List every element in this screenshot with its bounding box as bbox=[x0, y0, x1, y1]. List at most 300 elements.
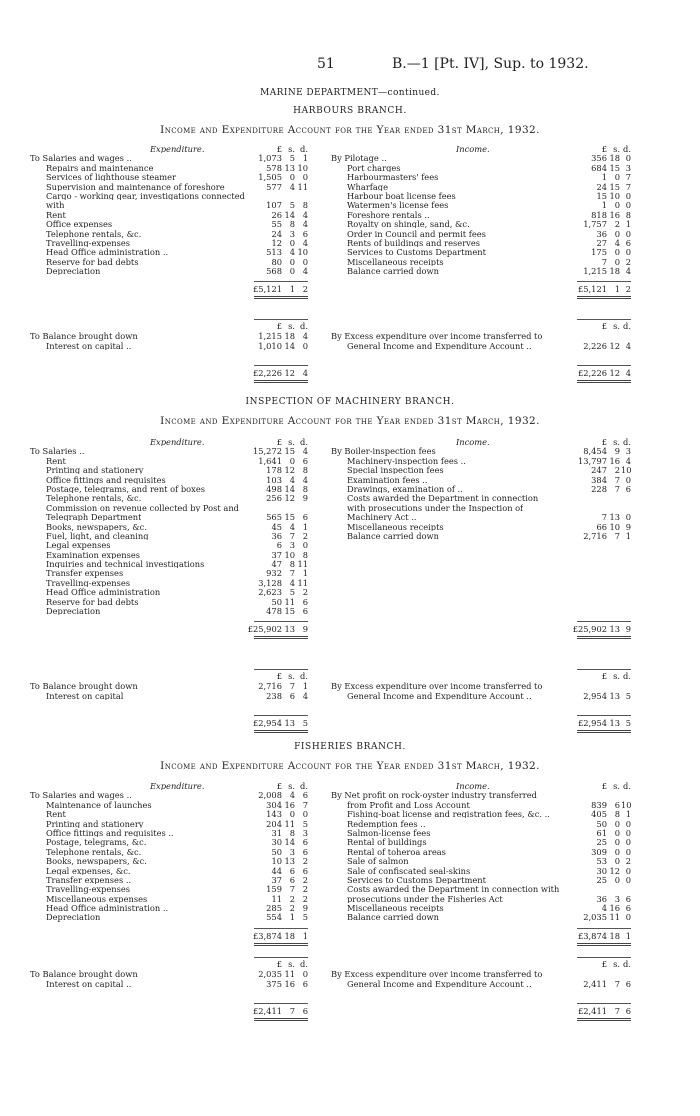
income-shillings: 10 bbox=[609, 521, 620, 532]
expenditure-label: Books, newspapers, &c. bbox=[46, 857, 147, 866]
balance-right-shillings: 12 bbox=[609, 340, 620, 351]
expenditure-pounds: 1,641 bbox=[258, 455, 282, 466]
balance-right-total-pounds: £2,954 bbox=[577, 717, 607, 728]
income-total-block bbox=[331, 281, 631, 295]
expenditure-pence: 2 bbox=[302, 893, 308, 904]
income-total-block bbox=[331, 928, 631, 942]
expenditure-shillings: 13 bbox=[284, 856, 295, 867]
expenditure-row bbox=[30, 192, 330, 201]
income-pounds: 684 bbox=[591, 162, 607, 173]
expenditure-pounds: 143 bbox=[266, 809, 282, 820]
income-total-pence: 9 bbox=[625, 624, 631, 635]
balance-left-total-block bbox=[30, 1003, 330, 1017]
income-total-pounds: £3,874 bbox=[577, 930, 607, 941]
balance-left-total-pounds: £2,411 bbox=[252, 1005, 282, 1016]
balance-right-pence: 6 bbox=[625, 978, 631, 989]
income-shillings: 0 bbox=[614, 837, 620, 848]
expenditure-column bbox=[30, 438, 330, 616]
income-pounds: 1 bbox=[601, 200, 607, 211]
income-pounds: 1 bbox=[601, 172, 607, 183]
expenditure-total-pounds: £25,902 bbox=[247, 624, 282, 635]
expenditure-pounds: 11 bbox=[271, 893, 282, 904]
balance-right-label: General Income and Expenditure Account .. bbox=[347, 691, 532, 701]
expenditure-pounds: 107 bbox=[266, 200, 282, 211]
expenditure-label: Depreciation bbox=[46, 607, 101, 616]
income-shillings: 0 bbox=[614, 256, 620, 267]
expenditure-row bbox=[30, 447, 330, 456]
income-shillings: 16 bbox=[609, 455, 620, 466]
expenditure-label: Rent bbox=[46, 456, 66, 466]
income-column bbox=[331, 438, 631, 541]
income-label: Machinery-inspection fees .. bbox=[347, 456, 466, 466]
income-shillings: 12 bbox=[609, 865, 620, 876]
expenditure-label: Reserve for bad debts bbox=[46, 597, 139, 606]
income-shillings: 7 bbox=[614, 474, 620, 485]
income-pence: 0 bbox=[625, 247, 631, 258]
income-row bbox=[331, 913, 631, 922]
income-label: Costs awarded the Department in connection with bbox=[347, 885, 560, 894]
balance-right-double-rule bbox=[577, 380, 631, 383]
balance-left-currency-header bbox=[30, 672, 330, 681]
balance-left-shillings: 6 bbox=[289, 690, 295, 701]
income-total-row bbox=[331, 281, 631, 295]
income-pounds: 7 bbox=[601, 256, 607, 267]
expenditure-pounds: 80 bbox=[271, 256, 282, 267]
pounds-header: £ bbox=[276, 781, 282, 791]
income-pounds: 405 bbox=[591, 809, 607, 820]
expenditure-pence: 2 bbox=[302, 587, 308, 598]
balance-right-row bbox=[331, 980, 631, 989]
income-pounds: 8,454 bbox=[583, 446, 607, 457]
pounds-header: £ bbox=[601, 144, 607, 154]
balance-right-double-rule bbox=[577, 730, 631, 733]
expenditure-total-block bbox=[30, 928, 330, 942]
income-shillings: 0 bbox=[614, 200, 620, 211]
income-total-pounds: £25,902 bbox=[572, 624, 607, 635]
balance-left-total-pence: 4 bbox=[302, 367, 308, 378]
income-row bbox=[331, 220, 631, 229]
income-pence: 6 bbox=[625, 903, 631, 914]
pounds-header: £ bbox=[601, 781, 607, 791]
account-title: Income and Expenditure Account for the Year ended 31st March, 1932. bbox=[160, 415, 540, 427]
income-pounds: 30 bbox=[596, 865, 607, 876]
expenditure-shillings: 13 bbox=[284, 162, 295, 173]
expenditure-label: Telephone rentals, &c. bbox=[46, 847, 142, 857]
balance-left-total-shillings: 13 bbox=[284, 717, 295, 728]
balance-right-total-block bbox=[331, 1003, 631, 1017]
expenditure-label: Travelling-expenses bbox=[46, 885, 131, 894]
expenditure-heading: Expenditure. bbox=[150, 438, 205, 447]
income-shillings: 10 bbox=[609, 190, 620, 201]
income-pence: 0 bbox=[625, 228, 631, 239]
expenditure-pence: 6 bbox=[302, 512, 308, 523]
balance-left-total-block bbox=[30, 715, 330, 729]
expenditure-shillings: 7 bbox=[289, 530, 295, 541]
expenditure-label: Services of lighthouse steamer bbox=[46, 173, 177, 182]
expenditure-pence: 4 bbox=[302, 219, 308, 230]
income-total-pence: 1 bbox=[625, 930, 631, 941]
income-shillings: 9 bbox=[614, 446, 620, 457]
expenditure-label: Legal expenses bbox=[46, 541, 111, 550]
income-label: Salmon-license fees bbox=[347, 828, 431, 838]
income-pounds: 1,215 bbox=[583, 266, 607, 277]
expenditure-pounds: 478 bbox=[266, 606, 282, 617]
income-label: Examination fees .. bbox=[347, 475, 428, 484]
income-row bbox=[331, 267, 631, 276]
department-title: MARINE DEPARTMENT—continued. bbox=[260, 88, 440, 98]
income-pence: 2 bbox=[625, 856, 631, 867]
expenditure-label: Travelling-expenses bbox=[46, 578, 131, 588]
expenditure-total-double-rule bbox=[254, 296, 308, 299]
expenditure-column bbox=[30, 782, 330, 923]
expenditure-label: with bbox=[46, 201, 65, 210]
expenditure-pence: 1 bbox=[302, 153, 308, 164]
pence-header: d. bbox=[300, 959, 308, 969]
expenditure-label: Rent bbox=[46, 810, 66, 819]
balance-left-pounds: 1,010 bbox=[258, 340, 282, 351]
expenditure-pounds: 2,623 bbox=[258, 587, 282, 598]
expenditure-label: To Salaries and wages .. bbox=[30, 791, 132, 800]
expenditure-row bbox=[30, 173, 330, 182]
balance-right-currency-header bbox=[331, 960, 631, 969]
balance-left-pounds: 238 bbox=[266, 690, 282, 701]
branch-title: HARBOURS BRANCH. bbox=[293, 106, 407, 116]
pounds-header: £ bbox=[276, 321, 282, 331]
expenditure-pence: 0 bbox=[302, 256, 308, 267]
income-pounds: 839 bbox=[591, 799, 607, 810]
expenditure-pence: 7 bbox=[302, 799, 308, 810]
expenditure-label: Transfer expenses .. bbox=[46, 875, 132, 885]
expenditure-row bbox=[30, 183, 330, 192]
expenditure-shillings: 8 bbox=[289, 219, 295, 230]
expenditure-pence: 4 bbox=[302, 474, 308, 485]
expenditure-shillings: 4 bbox=[289, 247, 295, 258]
expenditure-shillings: 0 bbox=[289, 237, 295, 248]
expenditure-pence: 3 bbox=[302, 827, 308, 838]
expenditure-row bbox=[30, 551, 330, 560]
income-pence: 10 bbox=[621, 465, 632, 476]
income-pounds: 36 bbox=[596, 893, 607, 904]
income-shillings: 0 bbox=[614, 228, 620, 239]
expenditure-shillings: 16 bbox=[284, 799, 295, 810]
balance-left-pounds: 2,035 bbox=[258, 969, 282, 980]
income-heading: Income. bbox=[456, 782, 490, 791]
expenditure-pence: 5 bbox=[302, 912, 308, 923]
income-pence: 0 bbox=[625, 827, 631, 838]
expenditure-pounds: 30 bbox=[271, 837, 282, 848]
expenditure-pounds: 6 bbox=[276, 540, 282, 551]
expenditure-pence: 1 bbox=[302, 568, 308, 579]
expenditure-pounds: 10 bbox=[271, 856, 282, 867]
balance-left-total-shillings: 7 bbox=[289, 1005, 295, 1016]
expenditure-pence: 2 bbox=[302, 530, 308, 541]
balance-left-total-pounds: £2,226 bbox=[252, 367, 282, 378]
parliamentary-reference: B.—1 [Pt. IV], Sup. to 1932. bbox=[392, 56, 589, 72]
balance-right-shillings: 13 bbox=[609, 690, 620, 701]
expenditure-row bbox=[30, 466, 330, 475]
shillings-header: s. bbox=[288, 437, 295, 447]
expenditure-label: Inquiries and technical investigations bbox=[46, 560, 205, 569]
expenditure-total-shillings: 13 bbox=[284, 624, 295, 635]
income-pounds: 4 bbox=[601, 903, 607, 914]
income-label: Services to Customs Department bbox=[347, 248, 486, 257]
pounds-header: £ bbox=[276, 959, 282, 969]
income-label: Miscellaneous receipts bbox=[347, 257, 444, 266]
income-pounds: 53 bbox=[596, 856, 607, 867]
expenditure-shillings: 0 bbox=[289, 266, 295, 277]
income-shillings: 7 bbox=[614, 483, 620, 494]
income-pence: 10 bbox=[621, 799, 632, 810]
income-pence: 1 bbox=[625, 809, 631, 820]
balance-left-total-block bbox=[30, 365, 330, 379]
expenditure-row bbox=[30, 211, 330, 220]
expenditure-pounds: 2,008 bbox=[258, 790, 282, 801]
income-total-pounds: £5,121 bbox=[577, 284, 607, 295]
expenditure-label: Head Office administration bbox=[46, 588, 161, 597]
expenditure-pounds: 159 bbox=[266, 884, 282, 895]
expenditure-label: Depreciation bbox=[46, 913, 101, 922]
income-shillings: 16 bbox=[609, 903, 620, 914]
income-shillings: 15 bbox=[609, 162, 620, 173]
income-row bbox=[331, 183, 631, 192]
balance-right-row bbox=[331, 342, 631, 351]
balance-left-double-rule bbox=[254, 730, 308, 733]
balance-right-total-pence: 5 bbox=[625, 717, 631, 728]
pence-header: d. bbox=[623, 437, 631, 447]
expenditure-shillings: 8 bbox=[289, 559, 295, 570]
expenditure-shillings: 7 bbox=[289, 884, 295, 895]
expenditure-label: Postage, telegrams, and rent of boxes bbox=[46, 484, 205, 494]
income-label: Special inspection fees bbox=[347, 466, 444, 475]
balance-left-pence: 1 bbox=[302, 681, 308, 692]
income-label: Rental of buildings bbox=[347, 838, 427, 847]
balance-right-total-pence: 4 bbox=[625, 367, 631, 378]
expenditure-pounds: 44 bbox=[271, 865, 282, 876]
expenditure-pence: 4 bbox=[302, 266, 308, 277]
income-shillings: 0 bbox=[614, 874, 620, 885]
expenditure-row bbox=[30, 560, 330, 569]
income-row bbox=[331, 173, 631, 182]
expenditure-pounds: 204 bbox=[266, 818, 282, 829]
income-label: Services to Customs Department bbox=[347, 875, 486, 885]
income-row bbox=[331, 848, 631, 857]
expenditure-total-row bbox=[30, 621, 330, 635]
income-pence: 7 bbox=[625, 172, 631, 183]
income-label: Port charges bbox=[347, 163, 401, 173]
expenditure-pence: 0 bbox=[302, 809, 308, 820]
income-pence: 4 bbox=[625, 266, 631, 277]
expenditure-column bbox=[30, 145, 330, 276]
income-label: Wharfage bbox=[347, 182, 389, 191]
expenditure-label: Office fittings and requisites .. bbox=[46, 828, 174, 838]
balance-header-rule bbox=[577, 669, 631, 670]
balance-header-rule bbox=[254, 669, 308, 670]
income-pence: 0 bbox=[625, 874, 631, 885]
expenditure-shillings: 5 bbox=[289, 587, 295, 598]
income-pence: 2 bbox=[625, 256, 631, 267]
income-label: Rents of buildings and reserves bbox=[347, 238, 481, 248]
income-row bbox=[331, 494, 631, 503]
balance-right-total-shillings: 13 bbox=[609, 717, 620, 728]
branch-title: FISHERIES BRANCH. bbox=[294, 742, 406, 752]
expenditure-pence: 4 bbox=[302, 237, 308, 248]
pence-header: d. bbox=[300, 671, 308, 681]
expenditure-label: Maintenance of launches bbox=[46, 800, 152, 810]
income-shillings: 11 bbox=[609, 912, 620, 923]
income-row bbox=[331, 801, 631, 810]
pence-header: d. bbox=[300, 781, 308, 791]
expenditure-shillings: 4 bbox=[289, 521, 295, 532]
expenditure-shillings: 1 bbox=[289, 912, 295, 923]
expenditure-shillings: 5 bbox=[289, 200, 295, 211]
shillings-header: s. bbox=[613, 781, 620, 791]
expenditure-heading-row bbox=[30, 782, 330, 791]
shillings-header: s. bbox=[288, 959, 295, 969]
expenditure-row bbox=[30, 220, 330, 229]
income-shillings: 0 bbox=[614, 172, 620, 183]
income-pounds: 50 bbox=[596, 818, 607, 829]
income-column bbox=[331, 145, 631, 276]
income-pounds: 25 bbox=[596, 837, 607, 848]
income-row bbox=[331, 838, 631, 847]
expenditure-pence: 9 bbox=[302, 493, 308, 504]
expenditure-pence: 4 bbox=[302, 209, 308, 220]
expenditure-shillings: 8 bbox=[289, 827, 295, 838]
income-pounds: 228 bbox=[591, 483, 607, 494]
income-label: Miscellaneous receipts bbox=[347, 522, 444, 531]
balance-left-double-rule bbox=[254, 380, 308, 383]
income-shillings: 2 bbox=[614, 219, 620, 230]
pence-header: d. bbox=[623, 959, 631, 969]
balance-left-row bbox=[30, 980, 330, 989]
income-pence: 0 bbox=[625, 200, 631, 211]
income-total-double-rule bbox=[577, 296, 631, 299]
balance-left-block bbox=[30, 672, 330, 701]
expenditure-shillings: 2 bbox=[289, 893, 295, 904]
balance-left-shillings: 11 bbox=[284, 969, 295, 980]
income-heading-row bbox=[331, 782, 631, 791]
income-total-shillings: 13 bbox=[609, 624, 620, 635]
income-pence: 3 bbox=[625, 162, 631, 173]
shillings-header: s. bbox=[613, 437, 620, 447]
expenditure-row bbox=[30, 239, 330, 248]
expenditure-label: Miscellaneous expenses bbox=[46, 894, 148, 903]
income-shillings: 7 bbox=[614, 530, 620, 541]
income-pounds: 175 bbox=[591, 247, 607, 258]
page-header bbox=[0, 57, 700, 73]
income-shillings: 18 bbox=[609, 153, 620, 164]
income-row bbox=[331, 201, 631, 210]
income-row bbox=[331, 885, 631, 894]
balance-right-pence: 5 bbox=[625, 690, 631, 701]
income-pence: 0 bbox=[625, 512, 631, 523]
expenditure-row bbox=[30, 532, 330, 541]
balance-left-block bbox=[30, 322, 330, 351]
balance-left-pounds: 2,716 bbox=[258, 681, 282, 692]
pence-header: d. bbox=[623, 321, 631, 331]
expenditure-shillings: 14 bbox=[284, 209, 295, 220]
account-title: Income and Expenditure Account for the Year ended 31st March, 1932. bbox=[160, 124, 540, 136]
income-shillings: 6 bbox=[614, 799, 620, 810]
pounds-header: £ bbox=[601, 671, 607, 681]
expenditure-label: Legal expenses, &c. bbox=[46, 866, 131, 875]
balance-right-pence: 4 bbox=[625, 340, 631, 351]
expenditure-pounds: 47 bbox=[271, 559, 282, 570]
balance-left-label: To Balance brought down bbox=[30, 332, 138, 341]
balance-left-shillings: 18 bbox=[284, 331, 295, 342]
expenditure-row bbox=[30, 230, 330, 239]
pence-header: d. bbox=[300, 321, 308, 331]
income-total-double-rule bbox=[577, 943, 631, 946]
income-shillings: 16 bbox=[609, 209, 620, 220]
income-label: from Profit and Loss Account bbox=[347, 800, 470, 810]
shillings-header: s. bbox=[288, 781, 295, 791]
balance-right-total-shillings: 12 bbox=[609, 367, 620, 378]
expenditure-row bbox=[30, 267, 330, 276]
income-row bbox=[331, 457, 631, 466]
income-label: Sale of salmon bbox=[347, 857, 409, 866]
expenditure-shillings: 3 bbox=[289, 846, 295, 857]
balance-right-block bbox=[331, 322, 631, 351]
expenditure-shillings: 0 bbox=[289, 455, 295, 466]
balance-right-total-row bbox=[331, 365, 631, 379]
income-label: Harbour boat license fees bbox=[347, 191, 456, 201]
balance-left-label: To Balance brought down bbox=[30, 682, 138, 691]
income-pence: 0 bbox=[625, 865, 631, 876]
expenditure-pounds: 45 bbox=[271, 521, 282, 532]
page-number: 51 bbox=[317, 56, 335, 72]
shillings-header: s. bbox=[613, 959, 620, 969]
income-pence: 0 bbox=[625, 190, 631, 201]
income-pence: 4 bbox=[625, 455, 631, 466]
balance-left-pounds: 375 bbox=[266, 978, 282, 989]
expenditure-pounds: 554 bbox=[266, 912, 282, 923]
balance-right-block bbox=[331, 960, 631, 989]
income-row bbox=[331, 192, 631, 201]
income-row bbox=[331, 532, 631, 541]
balance-right-total-block bbox=[331, 715, 631, 729]
income-pounds: 384 bbox=[591, 474, 607, 485]
income-shillings: 3 bbox=[614, 893, 620, 904]
expenditure-total-row bbox=[30, 928, 330, 942]
expenditure-pence: 8 bbox=[302, 200, 308, 211]
income-label: Balance carried down bbox=[347, 531, 439, 541]
expenditure-pounds: 26 bbox=[271, 209, 282, 220]
income-pounds: 27 bbox=[596, 237, 607, 248]
pounds-header: £ bbox=[601, 321, 607, 331]
account-title: Income and Expenditure Account for the Year ended 31st March, 1932. bbox=[160, 760, 540, 772]
income-row bbox=[331, 513, 631, 522]
balance-left-pence: 4 bbox=[302, 331, 308, 342]
expenditure-pence: 11 bbox=[297, 577, 308, 588]
expenditure-shillings: 15 bbox=[284, 606, 295, 617]
income-label: Sale of confiscated seal-skins bbox=[347, 866, 471, 875]
income-label: By Net profit on rock-oyster industry transferred bbox=[331, 791, 537, 800]
expenditure-row bbox=[30, 876, 330, 885]
expenditure-pounds: 577 bbox=[266, 181, 282, 192]
balance-left-label: Interest on capital .. bbox=[46, 341, 132, 351]
expenditure-pounds: 578 bbox=[266, 162, 282, 173]
income-pounds: 2,716 bbox=[583, 530, 607, 541]
expenditure-label: To Salaries .. bbox=[30, 447, 85, 456]
expenditure-row bbox=[30, 820, 330, 829]
expenditure-label: Head Office administration .. bbox=[46, 904, 169, 913]
expenditure-shillings: 14 bbox=[284, 483, 295, 494]
expenditure-pounds: 31 bbox=[271, 827, 282, 838]
expenditure-row bbox=[30, 913, 330, 922]
balance-right-row bbox=[331, 692, 631, 701]
expenditure-label: Printing and stationery bbox=[46, 466, 144, 475]
